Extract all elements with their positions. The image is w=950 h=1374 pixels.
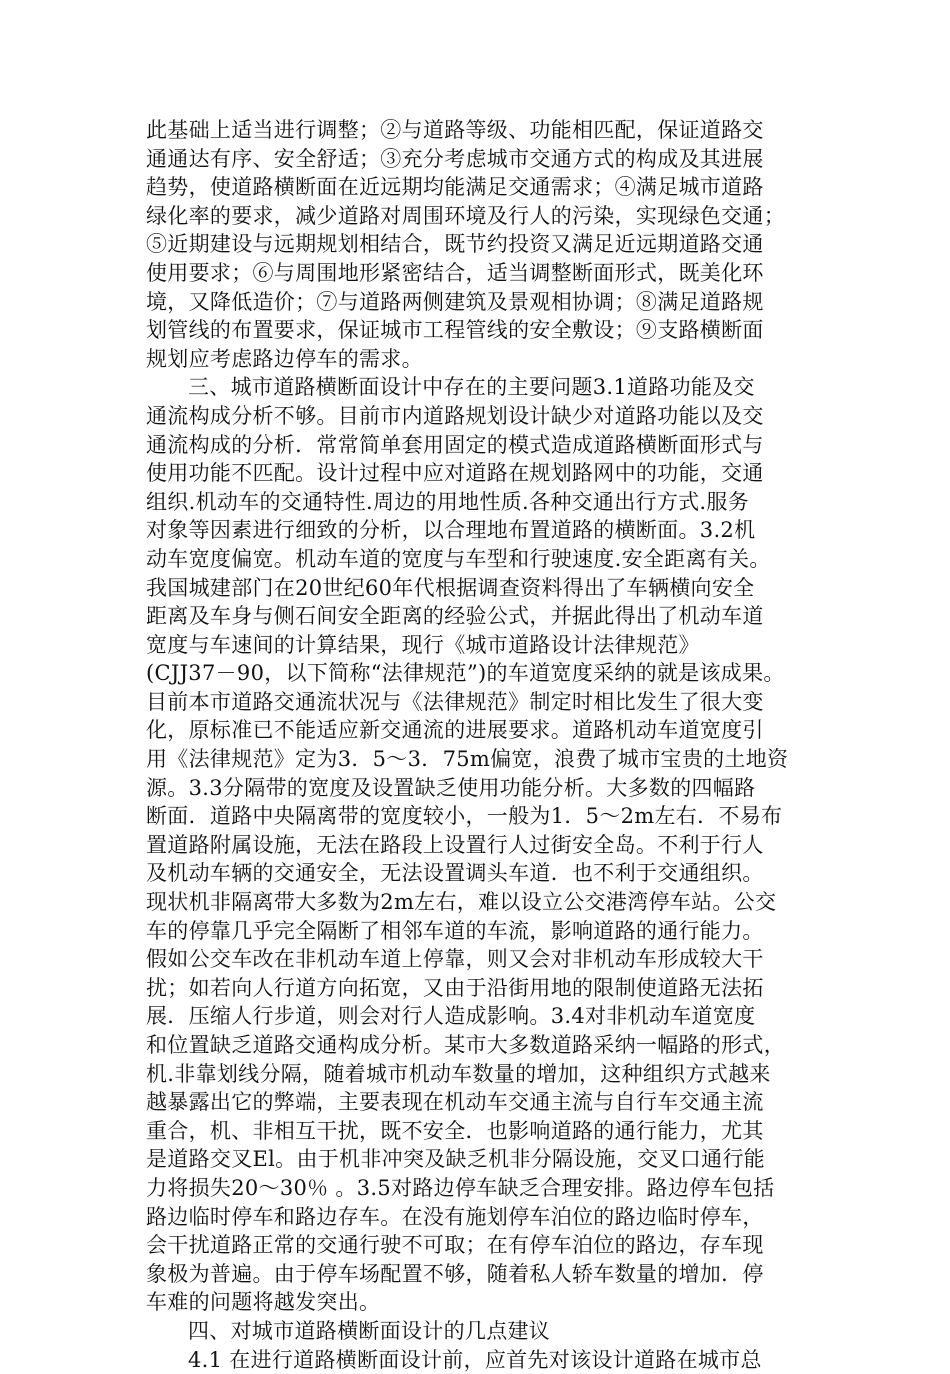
text-line: 扰；如若向人行道方向拓宽，又由于沿街用地的限制使道路无法拓	[146, 975, 764, 1000]
text-line: 对象等因素进行细致的分析，以合理地布置道路的横断面。3.2机	[146, 518, 756, 543]
text-line: 车的停靠几乎完全隔断了相邻车道的车流，影响道路的通行能力。	[146, 918, 764, 943]
text-line: 绿化率的要求，减少道路对周围环境及行人的污染，实现绿色交通；	[146, 203, 785, 228]
text-line: 置道路附属设施，无法在路段上设置行人过街安全岛。不利于行人	[146, 832, 764, 857]
text-line: 使用功能不匹配。设计过程中应对道路在规划路网中的功能，交通	[146, 461, 764, 486]
text-line: 象极为普遍。由于停车场配置不够，随着私人轿车数量的增加．停	[146, 1261, 764, 1286]
text-line: 假如公交车改在非机动车道上停靠，则又会对非机动车形成较大干	[146, 947, 764, 972]
text-line: 划管线的布置要求，保证城市工程管线的安全敷设；⑨支路横断面	[146, 318, 764, 343]
text-line: 源。3.3分隔带的宽度及设置缺乏使用功能分析。大多数的四幅路	[146, 775, 756, 800]
text-line: 规划应考虑路边停车的需求。	[146, 346, 423, 371]
text-line: 通通达有序、安全舒适；③充分考虑城市交通方式的构成及其进展	[146, 146, 764, 171]
text-line: 组织.机动车的交通特性.周边的用地性质.各种交通出行方式.服务	[146, 489, 749, 514]
text-line: 通流构成分析不够。目前市内道路规划设计缺少对道路功能以及交	[146, 403, 764, 428]
text-line: 使用要求；⑥与周围地形紧密结合，适当调整断面形式，既美化环	[146, 260, 764, 285]
text-line: 断面．道路中央隔离带的宽度较小，一般为1．5～2m左右．不易布	[146, 804, 783, 829]
text-line: 越暴露出它的弊端，主要表现在机动车交通主流与自行车交通主流	[146, 1090, 764, 1115]
text-line: 是道路交叉El。由于机非冲突及缺乏机非分隔设施，交叉口通行能	[146, 1147, 766, 1172]
text-line: 趋势，使道路横断面在近远期均能满足交通需求；④满足城市道路	[146, 175, 764, 200]
text-line: 机.非靠划线分隔，随着城市机动车数量的增加，这种组织方式越来	[146, 1061, 771, 1086]
text-line: 及机动车辆的交通安全，无法设置调头车道．也不利于交通组织。	[146, 861, 764, 886]
text-line: 目前本市道路交通流状况与《法律规范》制定时相比发生了很大变	[146, 689, 764, 714]
text-line: 境，又降低造价；⑦与道路两侧建筑及景观相协调；⑧满足道路规	[146, 289, 764, 314]
text-line: 现状机非隔离带大多数为2m左右，难以设立公交港湾停车站。公交	[146, 890, 777, 915]
text-line: 距离及车身与侧石间安全距离的经验公式，并据此得出了机动车道	[146, 604, 764, 629]
text-line: 和位置缺乏道路交通构成分析。某市大多数道路采纳一幅路的形式，	[146, 1033, 785, 1057]
text-line: 力将损失20～30％ 。3.5对路边停车缺乏合理安排。路边停车包括	[146, 1175, 775, 1200]
text-line: 通流构成的分析．常常简单套用固定的模式造成道路横断面形式与	[146, 432, 764, 457]
document-body	[146, 116, 806, 1374]
text-line: 路边临时停车和路边存车。在没有施划停车泊位的路边临时停车，	[146, 1204, 764, 1229]
text-line: 展．压缩人行步道，则会对行人造成影响。3.4对非机动车道宽度	[146, 1004, 756, 1029]
text-line: 车难的问题将越发突出。	[146, 1290, 381, 1315]
text-line: 会干扰道路正常的交通行驶不可取；在有停车泊位的路边，存车现	[146, 1233, 764, 1258]
text-line: 此基础上适当进行调整；②与道路等级、功能相匹配，保证道路交	[146, 118, 764, 142]
text-line: 用《法律规范》定为3．5～3．75m偏宽，浪费了城市宝贵的土地资	[146, 747, 789, 772]
text-line: 宽度与车速间的计算结果，现行《城市道路设计法律规范》	[146, 632, 700, 657]
subsection-line: 4.1 在进行道路横断面设计前，应首先对该设计道路在城市总	[188, 1347, 762, 1372]
text-line: 动车宽度偏宽。机动车道的宽度与车型和行驶速度.安全距离有关。	[146, 546, 771, 571]
section-heading-line: 四、对城市道路横断面设计的几点建议	[188, 1318, 551, 1343]
text-line: ⑤近期建设与远期规划相结合，既节约投资又满足近远期道路交通	[146, 232, 764, 257]
section-heading-line: 三、城市道路横断面设计中存在的主要问题3.1道路功能及交	[188, 375, 755, 400]
text-line: 化，原标准已不能适应新交通流的进展要求。道路机动车道宽度引	[146, 718, 764, 743]
text-line: 我国城建部门在20世纪60年代根据调查资料得出了车辆横向安全	[146, 575, 755, 600]
text-line: (CJJ37－90，以下简称“法律规范”)的车道宽度采纳的就是该成果。	[146, 661, 785, 686]
text-line: 重合，机、非相互干扰，既不安全．也影响道路的通行能力，尤其	[146, 1118, 764, 1143]
